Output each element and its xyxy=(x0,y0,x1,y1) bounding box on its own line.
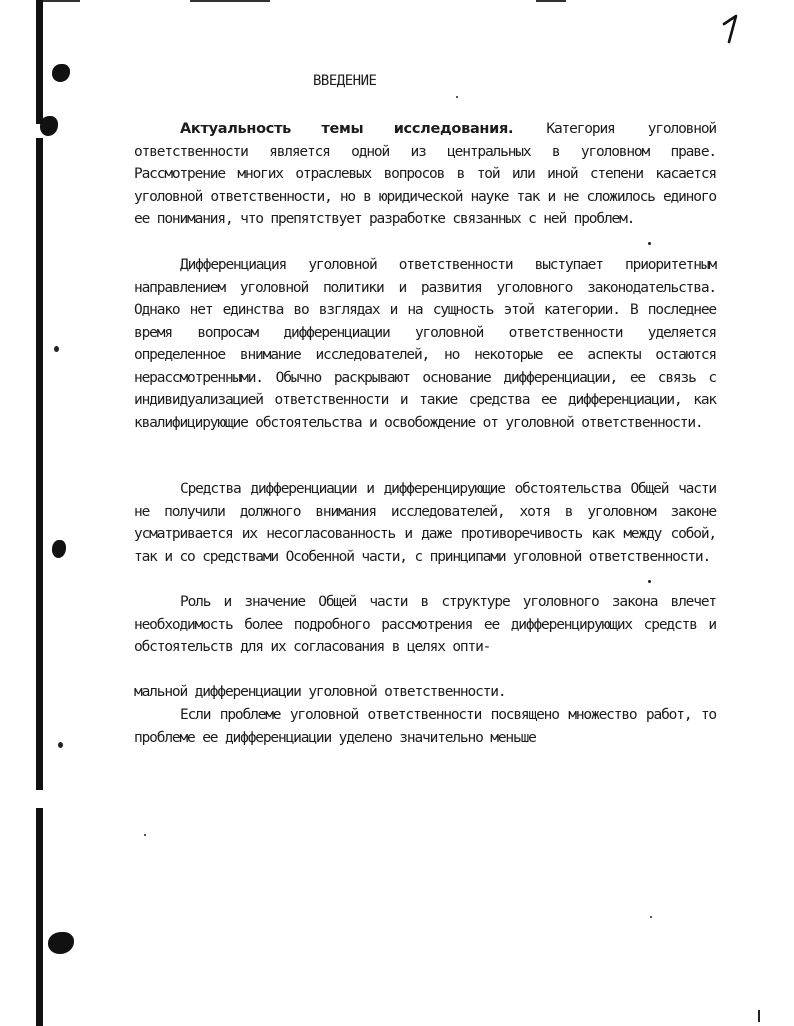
scan-hole-punch-mark xyxy=(48,932,74,954)
scan-binding-shadow xyxy=(36,0,43,1026)
paragraph-relevance xyxy=(134,118,716,231)
scan-edge-line xyxy=(40,0,80,2)
paragraph-means: Средства дифференциации и дифференцирующие обстоятельства Общей части не получили должного внимания исследователей, хотя в уголовном законе усматривается их несогласованность и даже противоречивость как между собой, так и со средствами Особенной части, с принципами уголовной ответственности. xyxy=(134,481,716,565)
scan-speck xyxy=(54,346,59,352)
page-number xyxy=(716,12,746,44)
scan-edge-line xyxy=(536,0,566,2)
scan-edge-line xyxy=(190,0,270,2)
scan-speck xyxy=(758,1010,760,1022)
scan-speck xyxy=(648,242,651,245)
scan-speck xyxy=(456,96,458,98)
scan-speck xyxy=(648,580,651,583)
scan-hole-punch-mark xyxy=(52,64,70,82)
scan-hole-punch-mark xyxy=(52,540,66,558)
paragraph-role: Роль и значение Общей части в структуре уголовного закона влечет необходимость более подробного рассмотрения ее дифференцирующих средств и обстоятельств для их согласования в целях опти- xyxy=(134,594,716,655)
paragraph-lead: Актуальность темы исследования. xyxy=(180,121,514,137)
paragraph-differentiation: Дифференциация уголовной ответственности выступает приоритетным направлением уголовной политики и развития уголовного законодательства. Однако нет единства во взглядах и на сущность этой категории. В последнее время вопросам дифференциации уголовной ответственности уделяется определенное внимание исследователей, но некоторые ее аспекты остаются нерассмотренными. Обычно раскрывают основание дифференциации, ее связь с индивидуализацией ответственности и такие средства ее дифференциации, как квалифицирующие обстоятельства и освобождение от уголовной ответственности. xyxy=(134,257,716,431)
scan-speck xyxy=(650,916,652,918)
paragraph-text: Категория уголовной ответственности является одной из центральных в уголовном праве. Рассмотрение многих отраслевых вопросов в той или иной степени касается уголовной ответственности, но в юридической науке так и не сложилось единого ее понимания, что препятствует разработке связанных с ней проблем. xyxy=(134,121,716,227)
scan-speck xyxy=(58,742,63,748)
paragraph-role-continued: мальной дифференциации уголовной ответственности. xyxy=(134,684,506,700)
scan-binding-gap xyxy=(36,790,43,808)
scan-speck xyxy=(144,834,146,836)
section-heading: ВВЕДЕНИЕ xyxy=(313,73,377,89)
paragraph-problem: Если проблеме уголовной ответственности посвящено множество работ, то проблеме ее дифференциации уделено значительно меньше xyxy=(134,707,716,746)
scan-hole-punch-mark xyxy=(40,116,58,136)
handwritten-page-number-icon xyxy=(716,12,746,44)
